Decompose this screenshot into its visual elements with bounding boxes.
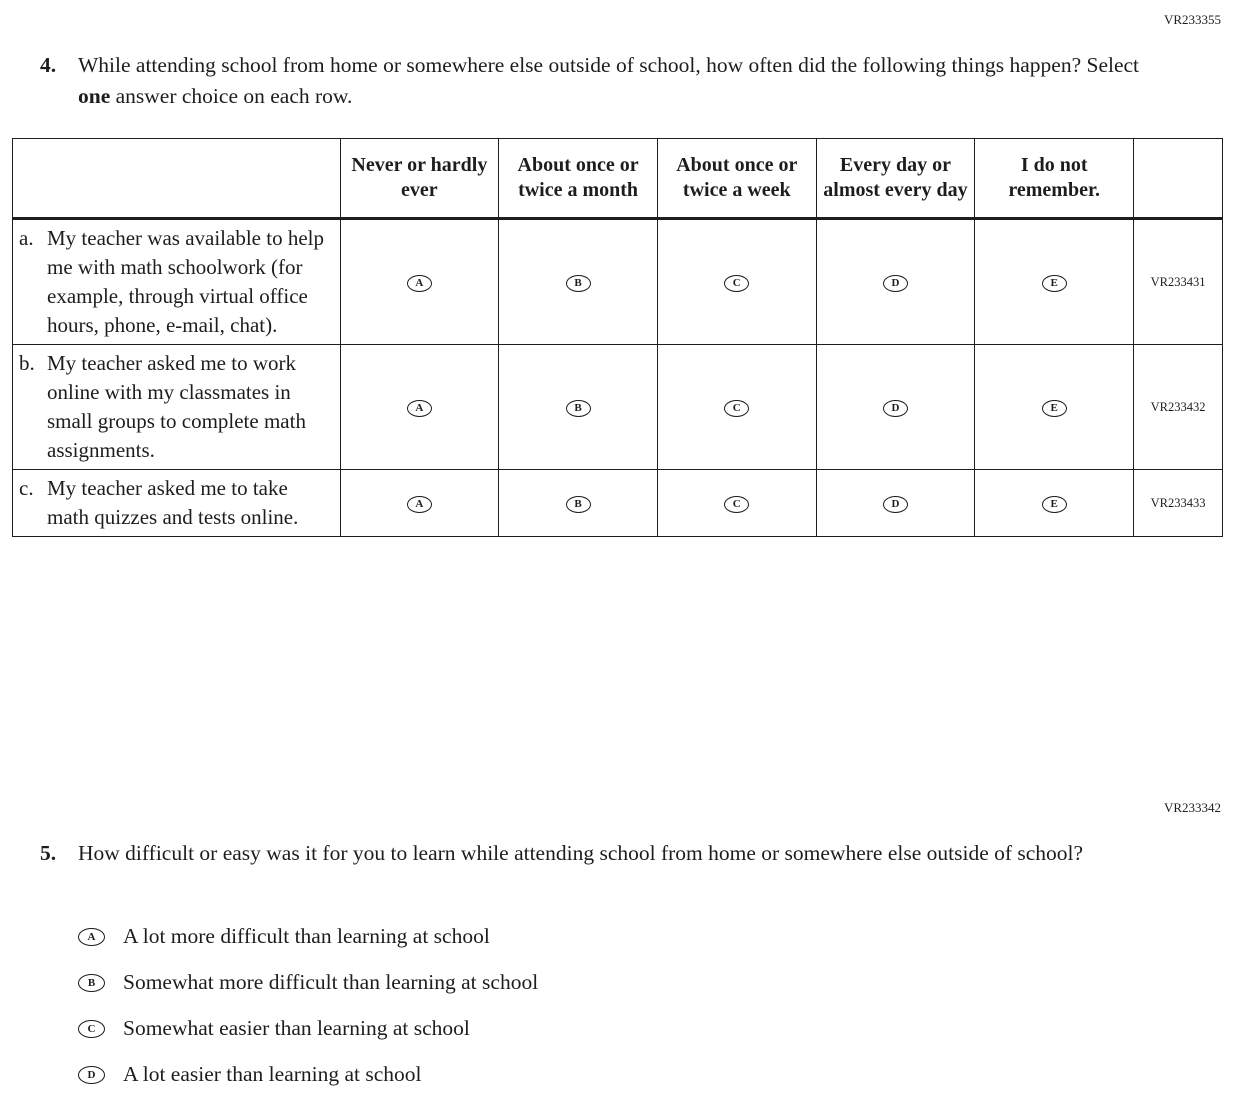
q5-option-c[interactable] (78, 1016, 538, 1041)
row-c-bubble-a[interactable]: A (407, 496, 432, 513)
q5-option-a[interactable] (78, 924, 538, 949)
question-4-text-part2: answer choice on each row. (110, 84, 353, 109)
row-c-option-d-cell (816, 470, 975, 537)
form-code-top: VR233355 (1163, 12, 1221, 27)
question-5-number: 5. (40, 841, 57, 865)
row-b-label (13, 345, 341, 470)
row-b-bubble-c[interactable]: C (724, 400, 749, 417)
matrix-header-empty (13, 139, 341, 219)
row-a-bubble-d[interactable]: D (883, 275, 908, 292)
q5-option-b-label: Somewhat more difficult than learning at school (123, 970, 539, 994)
matrix-header-code (1134, 139, 1223, 219)
q5-option-b[interactable] (78, 970, 538, 995)
row-b-text: My teacher asked me to work online with my classmates in small groups to complete math assignments. (47, 351, 306, 463)
row-a-label (13, 219, 341, 345)
row-c-letter: c. (19, 476, 34, 501)
row-b-code: VR233432 (1134, 345, 1223, 470)
row-b-option-b-cell (499, 345, 658, 470)
row-b-option-a-cell (340, 345, 499, 470)
row-c-option-b-cell (499, 470, 658, 537)
table-row (13, 219, 1223, 345)
row-b-option-e-cell (975, 345, 1134, 470)
row-a-bubble-a[interactable]: A (407, 275, 432, 292)
q5-bubble-b[interactable]: B (78, 974, 105, 992)
row-c-code: VR233433 (1134, 470, 1223, 537)
question-5-options (78, 924, 538, 1108)
row-b-letter: b. (19, 351, 35, 376)
q5-option-a-label: A lot more difficult than learning at school (123, 924, 490, 948)
row-c-bubble-d[interactable]: D (883, 496, 908, 513)
row-c-bubble-e[interactable]: E (1042, 496, 1067, 513)
row-c-option-c-cell (657, 470, 816, 537)
matrix-header-no-remember: I do not remember. (975, 139, 1134, 219)
row-a-option-d-cell (816, 219, 975, 345)
question-4-number: 4. (40, 53, 57, 77)
matrix-header-never: Never or hardly ever (340, 139, 499, 219)
row-c-bubble-b[interactable]: B (566, 496, 591, 513)
row-a-text: My teacher was available to help me with math schoolwork (for example, through virtual office hours, phone, e-mail, chat). (47, 226, 324, 338)
row-a-option-b-cell (499, 219, 658, 345)
question-4-stem (40, 50, 1175, 112)
matrix-header-every-day: Every day or almost every day (816, 139, 975, 219)
q5-option-d-label: A lot easier than learning at school (123, 1062, 422, 1086)
question-4-text-part1: While attending school from home or somewhere else outside of school, how often did the following things happen? Select (78, 53, 1140, 77)
row-b-bubble-e[interactable]: E (1042, 400, 1067, 417)
q5-bubble-c[interactable]: C (78, 1020, 105, 1038)
row-b-option-c-cell (657, 345, 816, 470)
question-4-text (78, 50, 1175, 112)
matrix-header-once-week: About once or twice a week (657, 139, 816, 219)
q5-bubble-a[interactable]: A (78, 928, 105, 946)
row-a-option-c-cell (657, 219, 816, 345)
q5-option-c-label: Somewhat easier than learning at school (123, 1016, 470, 1040)
matrix-header-row (13, 139, 1223, 219)
row-b-bubble-a[interactable]: A (407, 400, 432, 417)
row-b-bubble-b[interactable]: B (566, 400, 591, 417)
table-row (13, 470, 1223, 537)
row-b-option-d-cell (816, 345, 975, 470)
row-c-label (13, 470, 341, 537)
row-c-option-e-cell (975, 470, 1134, 537)
question-4-matrix-table (12, 138, 1223, 537)
row-a-code: VR233431 (1134, 219, 1223, 345)
table-row (13, 345, 1223, 470)
row-a-letter: a. (19, 226, 34, 251)
question-4-text-bold: one (78, 84, 111, 109)
row-b-bubble-d[interactable]: D (883, 400, 908, 417)
q5-option-d[interactable] (78, 1062, 538, 1087)
form-code-mid: VR233342 (1163, 800, 1221, 815)
matrix-header-once-month: About once or twice a month (499, 139, 658, 219)
question-5-stem (40, 838, 1115, 869)
row-c-option-a-cell (340, 470, 499, 537)
row-a-bubble-b[interactable]: B (566, 275, 591, 292)
row-c-bubble-c[interactable]: C (724, 496, 749, 513)
row-a-option-a-cell (340, 219, 499, 345)
row-c-text: My teacher asked me to take math quizzes and tests online. (47, 476, 299, 530)
q5-bubble-d[interactable]: D (78, 1066, 105, 1084)
question-5-text: How difficult or easy was it for you to learn while attending school from home or somewhere else outside of school? (78, 841, 1084, 865)
row-a-bubble-c[interactable]: C (724, 275, 749, 292)
row-a-bubble-e[interactable]: E (1042, 275, 1067, 292)
row-a-option-e-cell (975, 219, 1134, 345)
